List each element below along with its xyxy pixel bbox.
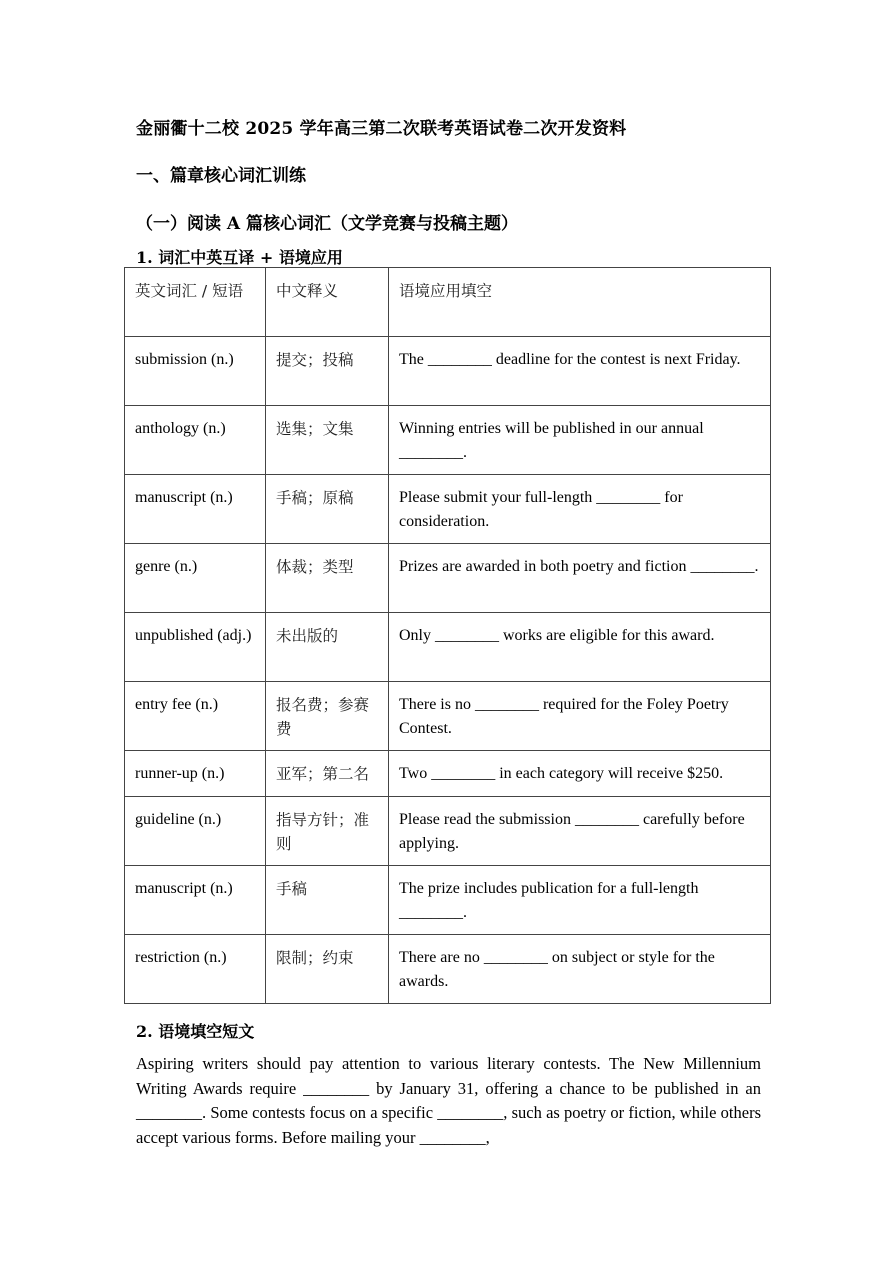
cell-context: Winning entries will be published in our annual ________. (389, 406, 771, 475)
cell-context: The ________ deadline for the contest is next Friday. (389, 337, 771, 406)
table-row (125, 613, 771, 682)
table-row (125, 475, 771, 544)
document-title: 金丽衢十二校 2025 学年高三第二次联考英语试卷二次开发资料 (136, 119, 627, 139)
cell-chinese: 手稿；原稿 (266, 475, 389, 544)
subsection-heading: （一）阅读 A 篇核心词汇（文学竞赛与投稿主题） (136, 214, 519, 234)
header-chinese: 中文释义 (266, 268, 389, 337)
cell-english: manuscript (n.) (125, 866, 266, 935)
table-row (125, 544, 771, 613)
cell-english: genre (n.) (125, 544, 266, 613)
table-row (125, 935, 771, 1004)
vocabulary-table (124, 267, 771, 1004)
part1-heading: 1. 词汇中英互译 + 语境应用 (136, 248, 343, 267)
cell-chinese: 体裁；类型 (266, 544, 389, 613)
cell-chinese: 选集；文集 (266, 406, 389, 475)
table-row (125, 406, 771, 475)
table-header-row (125, 268, 771, 337)
cell-chinese: 限制；约束 (266, 935, 389, 1004)
table-row (125, 751, 771, 797)
cell-english: guideline (n.) (125, 797, 266, 866)
header-english: 英文词汇 / 短语 (125, 268, 266, 337)
cell-context: Two ________ in each category will receive $250. (389, 751, 771, 797)
cell-chinese: 手稿 (266, 866, 389, 935)
cell-english: submission (n.) (125, 337, 266, 406)
cell-english: anthology (n.) (125, 406, 266, 475)
table-row (125, 682, 771, 751)
cell-english: manuscript (n.) (125, 475, 266, 544)
cell-chinese: 指导方针；准则 (266, 797, 389, 866)
cell-english: runner-up (n.) (125, 751, 266, 797)
cell-context: Please read the submission ________ carefully before applying. (389, 797, 771, 866)
table-row (125, 797, 771, 866)
cell-english: restriction (n.) (125, 935, 266, 1004)
table-row (125, 337, 771, 406)
cell-context: Please submit your full-length ________ for consideration. (389, 475, 771, 544)
cell-context: Only ________ works are eligible for this award. (389, 613, 771, 682)
cell-chinese: 未出版的 (266, 613, 389, 682)
part2-heading: 2. 语境填空短文 (136, 1022, 255, 1041)
cloze-passage: Aspiring writers should pay attention to various literary contests. The New Millennium Writing Awards require ________ by January 31, offering a chance to be published in an ________. Some contests focus on a specific ________, such as poetry or fiction, while others accept various forms. Before mailing your ________, (136, 1054, 761, 1147)
cell-english: unpublished (adj.) (125, 613, 266, 682)
cell-context: There are no ________ on subject or style for the awards. (389, 935, 771, 1004)
cell-context: There is no ________ required for the Foley Poetry Contest. (389, 682, 771, 751)
header-context: 语境应用填空 (389, 268, 771, 337)
cell-context: Prizes are awarded in both poetry and fiction ________. (389, 544, 771, 613)
cell-english: entry fee (n.) (125, 682, 266, 751)
cell-chinese: 亚军；第二名 (266, 751, 389, 797)
cell-chinese: 提交；投稿 (266, 337, 389, 406)
cell-context: The prize includes publication for a full-length ________. (389, 866, 771, 935)
section-heading: 一、篇章核心词汇训练 (136, 166, 306, 186)
table-row (125, 866, 771, 935)
cell-chinese: 报名费；参赛费 (266, 682, 389, 751)
